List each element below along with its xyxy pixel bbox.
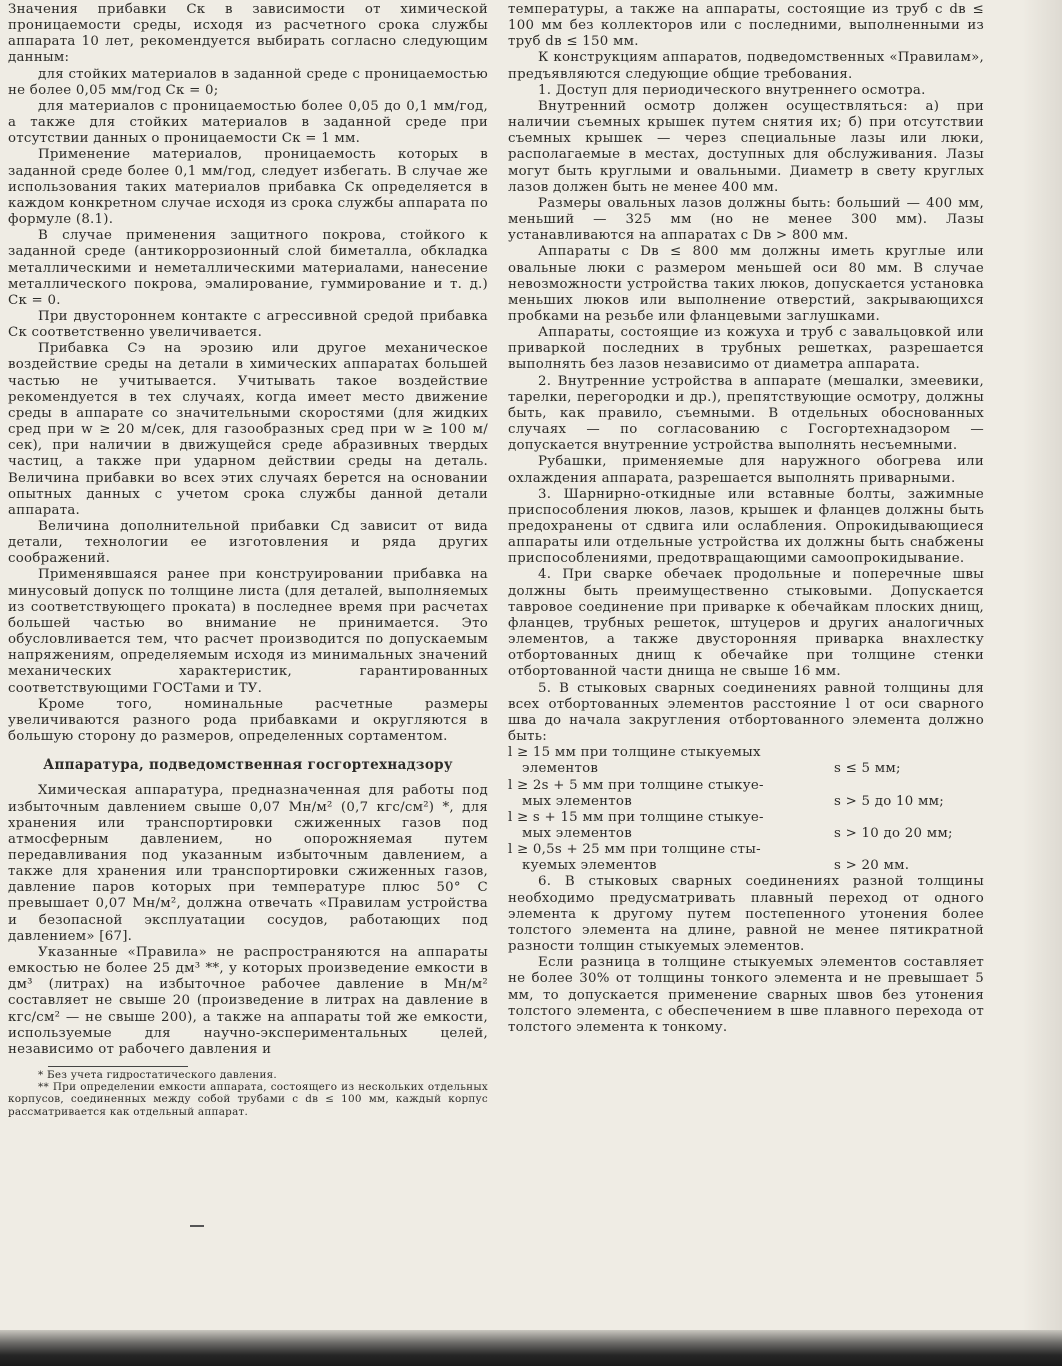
condition-formula-line2: мых элементов [522, 825, 632, 841]
condition-range: s > 20 мм. [834, 858, 910, 874]
condition-row [508, 810, 984, 842]
condition-formula-line1: l ≥ 2s + 5 мм при толщине стыкуе- [508, 777, 764, 793]
condition-formula [508, 745, 834, 777]
paragraph: Указанные «Правила» не распространяются на аппараты емкостью не более 25 дм³ **, у которых произведение емкости в дм³ (литрах) на избыточное рабочее давление в Мн/м² составляет не свыше 20 (произведение в литрах на давление в кгс/см² — не свыше 200), а также на аппараты той же емкости, используемые для научно-экспериментальных целей, независимо от рабочего давления и [8, 944, 488, 1057]
page-edge-shadow [1022, 0, 1062, 1366]
paragraph: Внутренний осмотр должен осуществляться: а) при наличии съемных крышек путем снятия их; б) при отсутствии съемных крышек — через специальные лазы или люки, располагаемые в местах, доступных для обслуживания. Лазы могут быть круглыми и овальными. Диаметр в свету круглых лазов должен быть не менее 400 мм. [508, 98, 984, 195]
paragraph: При двустороннем контакте с агрессивной средой прибавка Cк соответственно увеличивается. [8, 308, 488, 341]
footnote: * Без учета гидростатического давления. [38, 1069, 277, 1081]
condition-range: s ≤ 5 мм; [834, 761, 901, 777]
left-column [8, 2, 488, 1118]
paragraph: Аппараты, состоящие из кожуха и труб с завальцовкой или приваркой последних в трубных решетках, разрешается выполнять без лазов независимо от диаметра аппарата. [508, 325, 984, 373]
scan-bottom-band [0, 1330, 1062, 1366]
paragraph: Аппараты с Dв ≤ 800 мм должны иметь круглые или овальные люки с размером меньшей оси 80 мм. В случае невозможности устройства таких люков, допускается установка меньших люков или выполнение отверстий, закрывающихся пробками на резьбе или фланцевыми заглушками. [508, 244, 984, 324]
condition-formula [508, 842, 834, 874]
paragraph: Применявшаяся ранее при конструировании прибавка на минусовый допуск по толщине листа (для деталей, выполняемых из соответствующего проката) в последнее время при расчетах большей частью во внимание не принимается. Это обусловливается тем, что расчет производится по допускаемым напряжениям, определяемым исходя из минимальных значений механических характеристик, гарантированных соответствующими ГОСТами и ТУ. [8, 567, 488, 696]
condition-formula-line1: l ≥ 0,5s + 25 мм при толщине сты- [508, 842, 761, 858]
footnotes [8, 1069, 488, 1118]
condition-formula-line2: куемых элементов [522, 858, 657, 874]
paragraph: 3. Шарнирно-откидные или вставные болты, зажимные приспособления люков, лазов, крышек и фланцев должны быть предохранены от сдвига или ослабления. Опрокидывающиеся аппараты или отдельные устройства их должны быть снабжены приспособлениями, предотвращающими самоопрокидывание. [508, 486, 984, 567]
paragraph: Химическая аппаратура, предназначенная для работы под избыточным давлением свыше 0,07 Мн/м² (0,7 кгс/см²) *, для хранения или транспортировки сжиженных газов под атмосферным давлением, но опорожняемая путем передавливания под указанным избыточным давлением, а также для хранения или транспортировки сжиженных газов, давление паров которых при температуре плюс 50° C превышает 0,07 Мн/м², должна отвечать «Правилам устройства и безопасной эксплуатации сосудов, работающих под давлением» [67]. [8, 783, 488, 944]
paragraph: Если разница в толщине стыкуемых элементов составляет не более 30% от толщины тонкого элемента и не превышает 5 мм, то допускается применение сварных швов без утонения толстого элемента, с обеспечением в шве плавного перехода от толстого элемента к тонкому. [508, 955, 984, 1035]
paragraph: Применение материалов, проницаемость которых в заданной среде более 0,1 мм/год, следует избегать. В случае же использования таких материалов прибавка Cк определяется в каждом конкретном случае исходя из срока службы аппарата по формуле (8.1). [8, 147, 488, 228]
condition-row [508, 778, 984, 810]
right-column [508, 2, 984, 1036]
condition-formula [508, 810, 834, 842]
paragraph: 4. При сварке обечаек продольные и поперечные швы должны быть преимущественно стыковыми. Допускается тавровое соединение при приварке к обечайкам плоских днищ, фланцев, трубных решеток, штуцеров и других аналогичных элементов, а также двусторонняя приварка внахлестку отбортованных днищ к обечайке при толщине стенки отбортованной части днища не свыше 16 мм. [508, 567, 984, 680]
section-paragraphs [8, 783, 488, 1058]
condition-formula-line2: мых элементов [522, 793, 632, 809]
paragraph: Рубашки, применяемые для наружного обогрева или охлаждения аппарата, разрешается выполнять приварными. [508, 454, 984, 486]
paragraph: 1. Доступ для периодического внутреннего осмотра. [538, 82, 926, 98]
section-title: Аппаратура, подведомственная госгортехнадзору [43, 757, 453, 774]
paragraph: 6. В стыковых сварных соединениях разной толщины необходимо предусматривать плавный переход от одного элемента к другому путем постепенного утонения более толстого элемента на длине, равной не менее пятикратной разности толщин стыкуемых элементов. [508, 874, 984, 955]
paragraph: Значения прибавки Cк в зависимости от химической проницаемости среды, исходя из расчетного срока службы аппарата 10 лет, рекомендуется выбирать согласно следующим данным: [8, 2, 488, 66]
paragraph: 2. Внутренние устройства в аппарате (мешалки, змеевики, тарелки, перегородки и др.), препятствующие осмотру, должны быть, как правило, съемными. В отдельных обоснованных случаях — по согласованию с Госгортехнадзором — допускается внутренние устройства выполнять несъемными. [508, 373, 984, 454]
paragraph: для материалов с проницаемостью более 0,05 до 0,1 мм/год, а также для стойких материалов в заданной среде при отсутствии данных о проницаемости Cк = 1 мм. [8, 98, 488, 147]
paragraph: температуры, а также на аппараты, состоящие из труб с dв ≤ 100 мм без коллекторов или с последними, выполненными из труб dв ≤ 150 мм. [508, 2, 984, 50]
condition-formula-line2: элементов [522, 761, 599, 777]
paragraph: для стойких материалов в заданной среде с проницаемостью не более 0,05 мм/год Cк = 0; [8, 66, 488, 98]
scan-mark [190, 1225, 204, 1227]
paragraph: Размеры овальных лазов должны быть: больший — 400 мм, меньший — 325 мм (но не менее 300 мм). Лазы устанавливаются на аппаратах с Dв > 800 мм. [508, 195, 984, 244]
condition-formula [508, 778, 834, 810]
condition-formula-line1: l ≥ s + 15 мм при толщине стыкуе- [508, 809, 764, 825]
condition-row [508, 842, 984, 874]
paragraph: Прибавка Cэ на эрозию или другое механическое воздействие среды на детали в химических аппаратах большей частью не учитывается. Учитывать такое воздействие рекомендуется в тех случаях, когда имеет место движение среды в аппарате со значительными скоростями (для жидких сред при w ≥ 20 м/сек, для газообразных сред при w ≥ 100 м/сек), при наличии в движущейся среде абразивных твердых частиц, а также при ударном действии среды на деталь. Величина прибавки во всех этих случаях берется на основании опытных данных с учетом срока службы данной детали аппарата. [8, 341, 488, 518]
left-paragraphs [8, 2, 488, 745]
condition-range: s > 5 до 10 мм; [834, 793, 944, 809]
paragraph: Кроме того, номинальные расчетные размеры увеличиваются разного рода прибавками и округляются в большую сторону до размеров, определенных сортаментом. [8, 696, 488, 745]
conditions-list [508, 745, 984, 874]
paragraph: 5. В стыковых сварных соединениях равной толщины для всех отбортованных элементов расстояние l от оси сварного шва до начала закругления отбортованного элемента должно быть: [508, 680, 984, 745]
condition-row [508, 745, 984, 777]
right-paragraphs-bottom [508, 874, 984, 1036]
right-paragraphs-top [508, 2, 984, 745]
paragraph: К конструкциям аппаратов, подведомственных «Правилам», предъявляются следующие общие требования. [508, 50, 984, 82]
paragraph: Величина дополнительной прибавки Cд зависит от вида детали, технологии ее изготовления и ряда других соображений. [8, 519, 488, 567]
condition-formula-line1: l ≥ 15 мм при толщине стыкуемых [508, 745, 761, 761]
condition-range: s > 10 до 20 мм; [834, 825, 953, 841]
footnote-divider [48, 1066, 188, 1067]
paragraph: В случае применения защитного покрова, стойкого к заданной среде (антикоррозионный слой биметалла, обкладка металлическими и неметаллическими материалами, нанесение металлического покрова, эмалирование, гуммирование и т. д.) Cк = 0. [8, 228, 488, 308]
footnote: ** При определении емкости аппарата, состоящего из нескольких отдельных корпусов, соединенных между собой трубами с dв ≤ 100 мм, каждый корпус рассматривается как отдельный аппарат. [8, 1081, 488, 1118]
